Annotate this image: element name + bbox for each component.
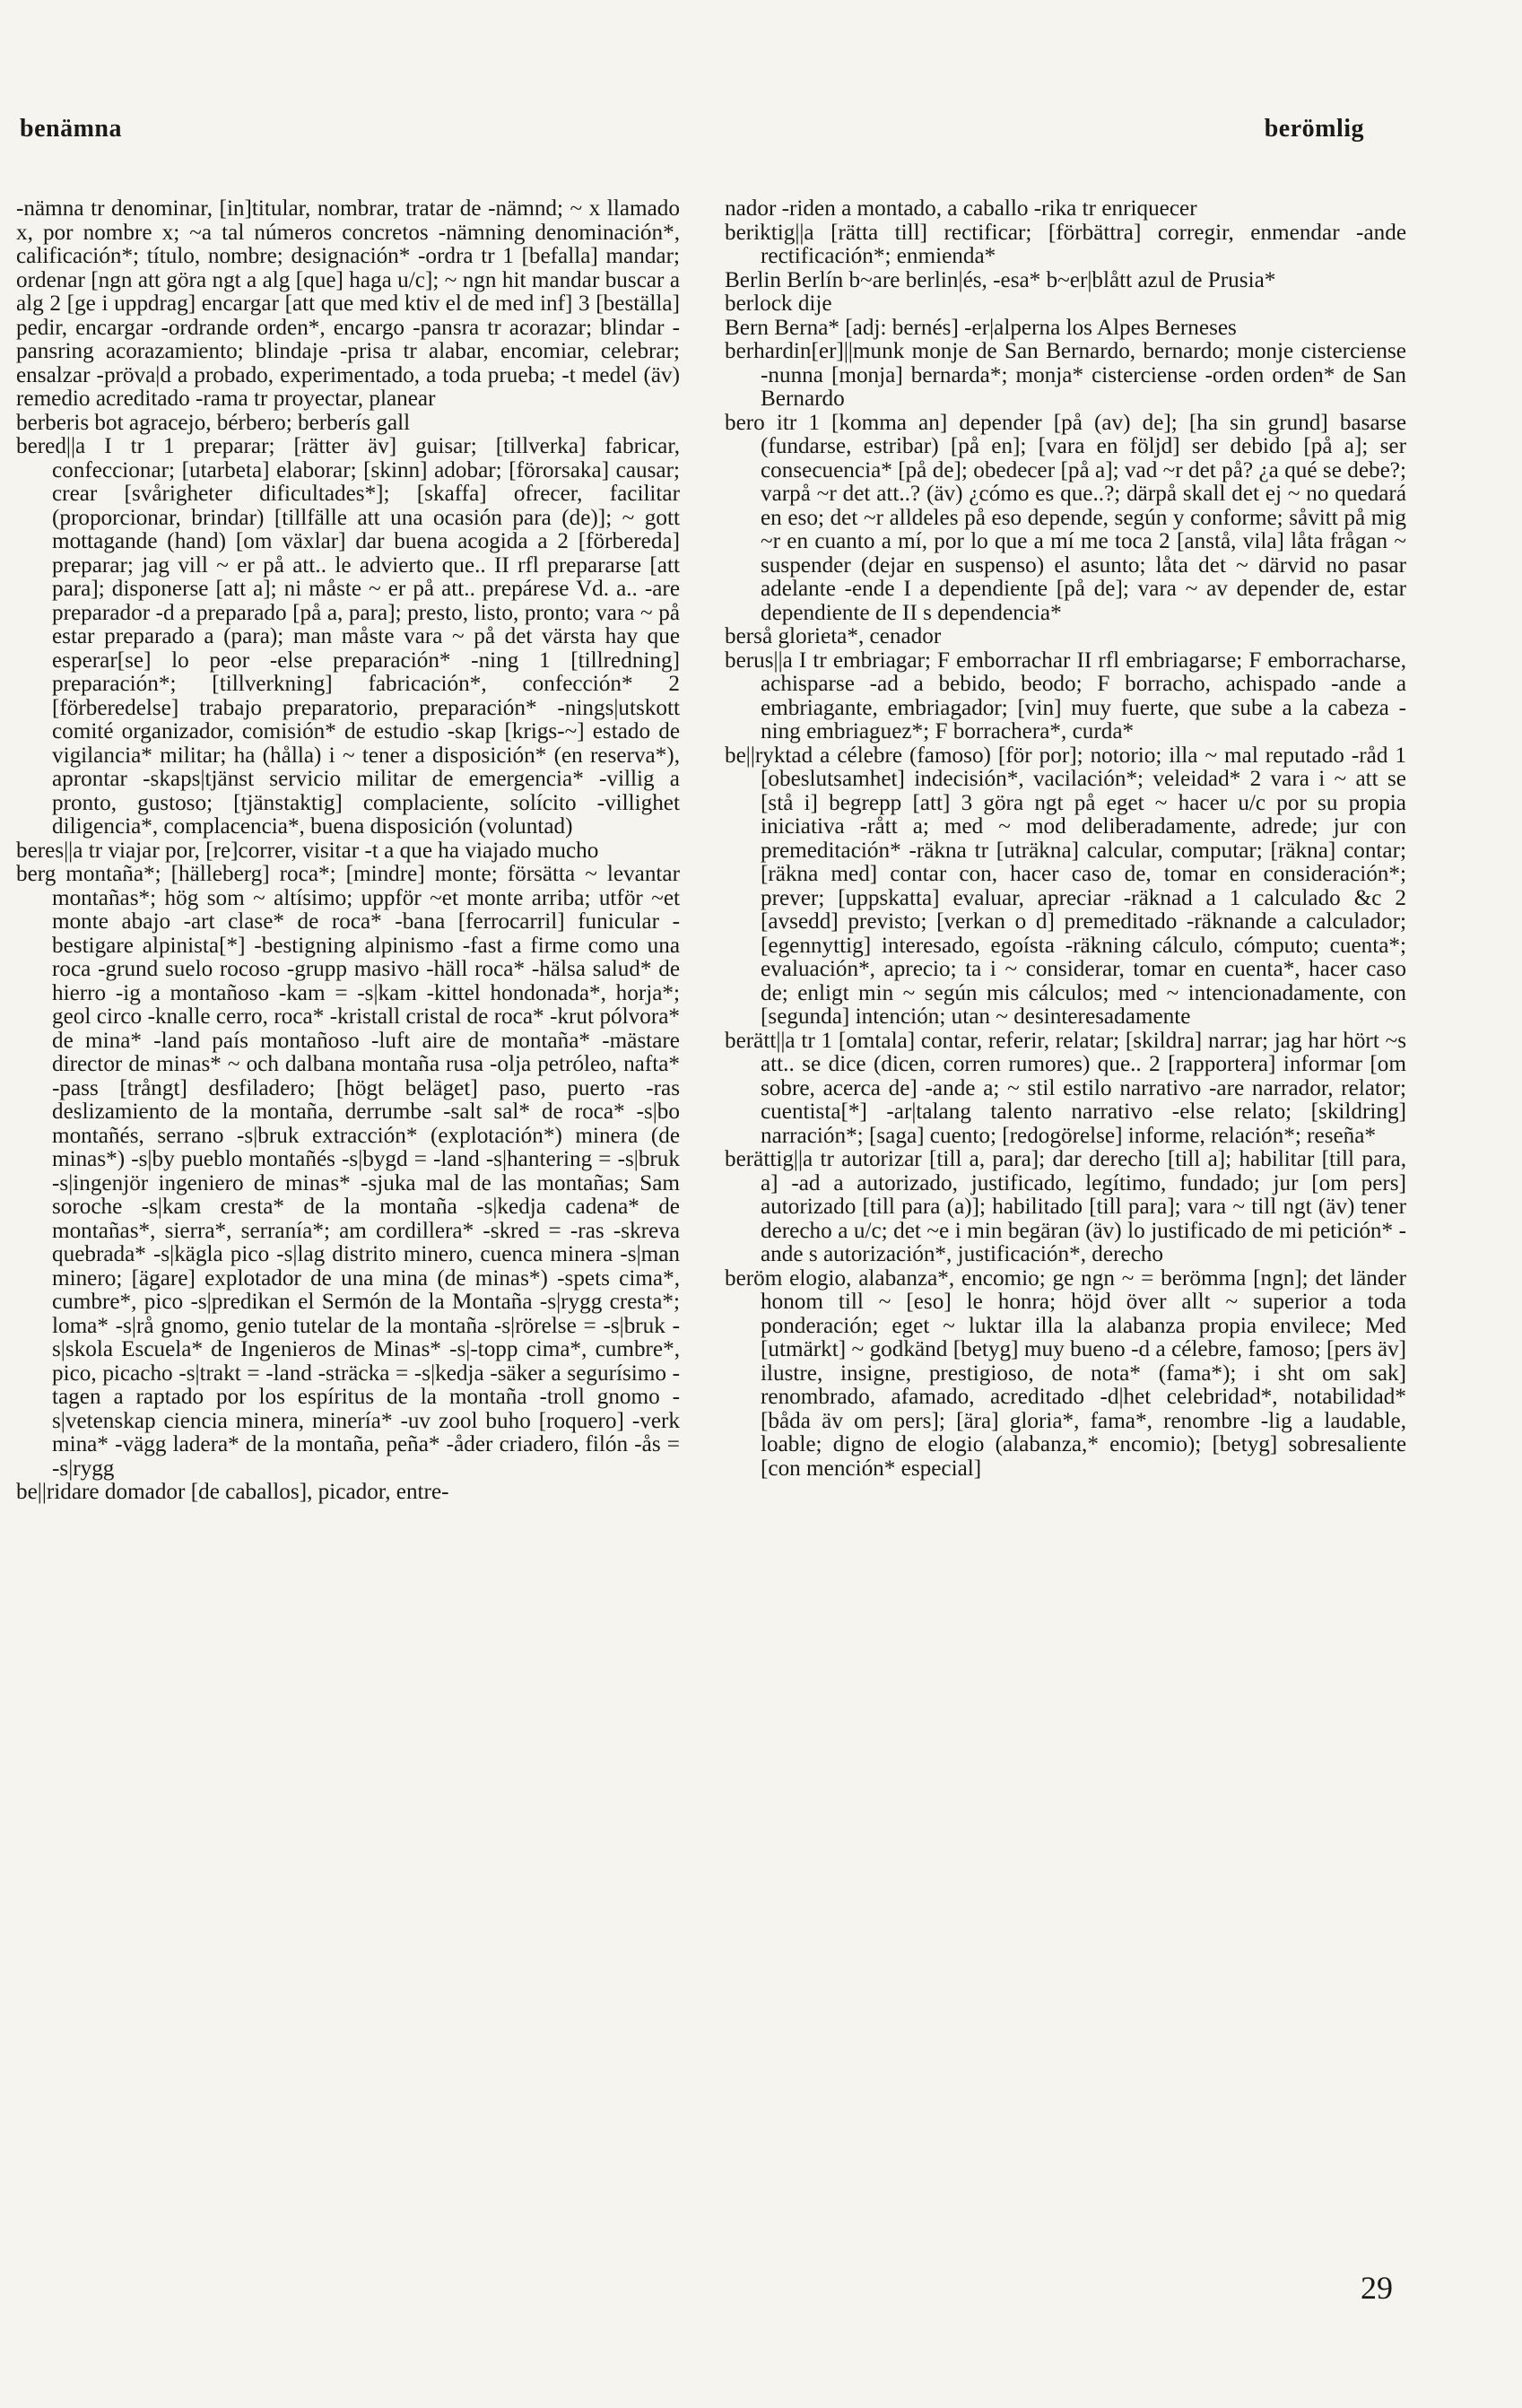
dictionary-entry: Berlin Berlín b~are berlin|és, -esa* b~er|blått azul de Prusia* xyxy=(725,267,1276,292)
dictionary-entry: nador -riden a montado, a caballo -rika tr enriquecer xyxy=(725,197,1197,221)
dictionary-entry: bero itr 1 [komma an] depender [på (av) de]; [ha sin grund] basarse (fundarse, estribar) [på en]; [vara en följd] ser debido [på a]; ser consecuencia* [på de]; obedecer [på a]; vad ~r det på? ¿a qué se debe?; varpå ~r det att..? (äv) ¿cómo es que..?; därpå skall det ej ~ no quedará en eso; det ~r alldeles på eso depende, según y conforme; såvitt på mig ~r en cuanto a mí, por lo que a mí me toca 2 [anstå, vila] låta frågan ~ suspender (dejar en suspenso) el asunto; låta det ~ därvid no pasar adelante -ende I a dependiente [på de]; vara ~ av depender de, estar dependiente de II s dependencia* xyxy=(725,410,1406,625)
dictionary-entry: berberis bot agracejo, bérbero; berberís gall xyxy=(16,410,411,435)
dictionary-entry: be||ryktad a célebre (famoso) [för por]; notorio; illa ~ mal reputado -råd 1 [obeslutsamhet] indecisión*, vacilación*; veleidad* 2 vara i ~ att se [stå i] begrepp [att] 3 göra ngt på eget ~ hacer u/c por su propia iniciativa -rått a; med ~ mod deliberadamente, adrede; jur con premeditación* -räkna tr [uträkna] calcular, computar; [räkna] contar; [räkna med] contar con, hacer caso de, tomar en consideración*; prever; [uppskatta] evaluar, apreciar -räknad a 1 calculado &c 2 [avsedd] previsto; [verkan o d] premeditado -räknande a calculador; [egennyttig] interesado, egoísta -räkning cálculo, cómputo; cuenta*; evaluación*, aprecio; ta i ~ considerar, tomar en cuenta*, hacer caso de; enligt min ~ según mis cálculos; med ~ intencionadamente, con [segunda] intención; utan ~ desinteresadamente xyxy=(725,743,1406,1029)
page-number: 29 xyxy=(1361,2270,1393,2306)
dictionary-entry: beriktig||a [rätta till] rectificar; [förbättra] corregir, enmendar -ande rectificación*; enmienda* xyxy=(725,220,1406,268)
dictionary-entry: beres||a tr viajar por, [re]correr, visitar -t a que ha viajado mucho xyxy=(16,838,599,863)
running-head-right: berömlig xyxy=(1264,115,1364,143)
left-column xyxy=(16,197,680,2287)
right-column xyxy=(725,197,1406,2287)
dictionary-entry: berg montaña*; [hälleberg] roca*; [mindre] monte; försätta ~ levantar montañas*; hög som ~ altísimo; uppför ~et monte arriba; utför ~et monte abajo -art clase* de roca* -bana [ferrocarril] funicular -bestigare alpinista[*] -bestigning alpinismo -fast a firme como una roca -grund suelo rocoso -grupp masivo -häll roca* -hälsa salud* de hierro -ig a montañoso -kam = -s|kam -kittel hondonada*, horja*; geol circo -knalle cerro, roca* -kristall cristal de roca* -krut pólvora* de mina* -land país montañoso -luft aire de montaña* -mästare director de minas* ~ och dalbana montaña rusa -olja petróleo, nafta* -pass [trångt] desfiladero; [högt beläget] paso, puerto -ras deslizamiento de la montaña, derrumbe -salt sal* de roca* -s|bo montañés, serrano -s|bruk extracción* (explotación*) minera (de minas*) -s|by pueblo montañés -s|bygd = -land -s|hantering = -s|bruk -s|ingenjör ingeniero de minas* -sjuka mal de las montañas; Sam soroche -s|kam cresta* de la montaña -s|kedja cadena* de montañas*, sierra*, serranía*; am cordillera* -skred = -ras -skreva quebrada* -s|kägla pico -s|lag distrito minero, cuenca minera -s|man minero; [ägare] explotador de una mina (de minas*) -spets cima*, cumbre*, pico -s|predikan el Sermón de la Montaña -s|rygg cresta*; loma* -s|rå gnomo, genio tutelar de la montaña -s|rörelse = -s|bruk -s|skola Escuela* de Ingenieros de Minas* -s|-topp cima*, cumbre*, pico, picacho -s|trakt = -land -sträcka = -s|kedja -säker a segurísimo -tagen a raptado por los espíritus de la montaña -troll gnomo -s|vetenskap ciencia minera, minería* -uv zool buho [roquero] -verk mina* -vägg ladera* de la montaña, peña* -åder criadero, filón -ås = -s|rygg xyxy=(16,862,680,1481)
running-head-left: benämna xyxy=(20,115,122,143)
dictionary-entry: berus||a I tr embriagar; F emborrachar II rfl embriagarse; F emborracharse, achisparse -ad a bebido, beodo; F borracho, achispado -ande a embriagante, embriagador; [vin] muy fuerte, que sube a la cabeza -ning embriaguez*; F borrachera*, curda* xyxy=(725,648,1406,743)
dictionary-entry: berhardin[er]||munk monje de San Bernardo, bernardo; monje cisterciense -nunna [monja] bernarda*; monja* cisterciense -orden orden* de San Bernardo xyxy=(725,339,1406,411)
dictionary-entry: -nämna tr denominar, [in]titular, nombrar, tratar de -nämnd; ~ x llamado x, por nombre x; ~a tal números concretos -nämning denominación*, calificación*; título, nombre; designación* -ordra tr 1 [befalla] mandar; ordenar [ngn att göra ngt a alg [que] haga u/c]; ~ ngn hit mandar buscar a alg 2 [ge i uppdrag] encargar [att que med ktiv el de med inf] 3 [beställa] pedir, encargar -ordrande orden*, encargo -pansra tr acorazar; blindar -pansring acorazamiento; blindaje -prisa tr alabar, encomiar, celebrar; ensalzar -pröva|d a probado, experimentado, a toda prueba; -t medel (äv) remedio acreditado -rama tr proyectar, planear xyxy=(16,197,680,411)
dictionary-entry: berätt||a tr 1 [omtala] contar, referir, relatar; [skildra] narrar; jag har hört ~s att.. se dice (dicen, corren rumores) que.. 2 [rapportera] informar [om sobre, acerca de] -ande a; ~ stil estilo narrativo -are narrador, relator; cuentista[*] -ar|talang talento narrativo -else relato; [skildring] narración*; [saga] cuento; [redogörelse] informe, relación*; reseña* xyxy=(725,1028,1406,1148)
dictionary-entry: Bern Berna* [adj: bernés] -er|alperna los Alpes Berneses xyxy=(725,315,1237,340)
dictionary-entry: berlock dije xyxy=(725,291,832,316)
dictionary-entry: bered||a I tr 1 preparar; [rätter äv] guisar; [tillverka] fabricar, confeccionar; [utarbeta] elaborar; [skinn] adobar; [förorsaka] causar; crear [svårigheter dificultades*]; [skaffa] ofrecer, facilitar (proporcionar, brindar) [tillfälle att una ocasión para (de)]; ~ gott mottagande (hand) [om växlar] dar buena acogida a 2 [förbereda] preparar; jag vill ~ er på att.. le advierto que.. II rfl prepararse [att para]; disponerse [att a]; ni måste ~ er på att.. prepárese Vd. a.. -are preparador -d a preparado [på a, para]; presto, listo, pronto; vara ~ på estar preparado a (para); man måste vara ~ på det värsta hay que esperar[se] lo peor -else preparación* -ning 1 [tillredning] preparación*; [tillverkning] fabricación*, confección* 2 [förberedelse] trabajo preparatorio, preparación* -nings|utskott comité organizador, comisión* de estudio -skap [krigs-~] estado de vigilancia* militar; ha (hålla) i ~ tener a disposición* (en reserva*), aprontar -skaps|tjänst servicio militar de emergencia* -villig a pronto, gustoso; [tjänstaktig] complaciente, solícito -villighet diligencia*, complacencia*, buena disposición (voluntad) xyxy=(16,434,680,839)
dictionary-entry: be||ridare domador [de caballos], picador, entre- xyxy=(16,1480,449,1504)
dictionary-entry: berättig||a tr autorizar [till a, para]; dar derecho [till a]; habilitar [till para, a] -ad a autorizado, justificado, legítimo, fundado; jur [om pers] autorizado [till para (a)]; habilitado [till para]; vara ~ till ngt (äv) tener derecho a u/c; det ~e i min begäran (äv) lo justificado de mi petición* -ande s autorización*, justificación*, derecho xyxy=(725,1147,1406,1266)
dictionary-entry: beröm elogio, alabanza*, encomio; ge ngn ~ = berömma [ngn]; det länder honom till ~ [eso] le honra; höjd över allt ~ superior a toda ponderación; eget ~ luktar illa la alabanza propia envilece; Med [utmärkt] ~ godkänd [betyg] muy bueno -d a célebre, famoso; [pers äv] ilustre, insigne, prestigioso, de nota* (fama*); i sht om sak] renombrado, afamado, acreditado -d|het celebridad*, notabilidad* [båda äv om pers]; [ära] gloria*, fama*, renombre -lig a laudable, loable; digno de elogio (alabanza,* encomio); [betyg] sobresaliente [con mención* especial] xyxy=(725,1265,1406,1481)
dictionary-entry: berså glorieta*, cenador xyxy=(725,624,942,648)
